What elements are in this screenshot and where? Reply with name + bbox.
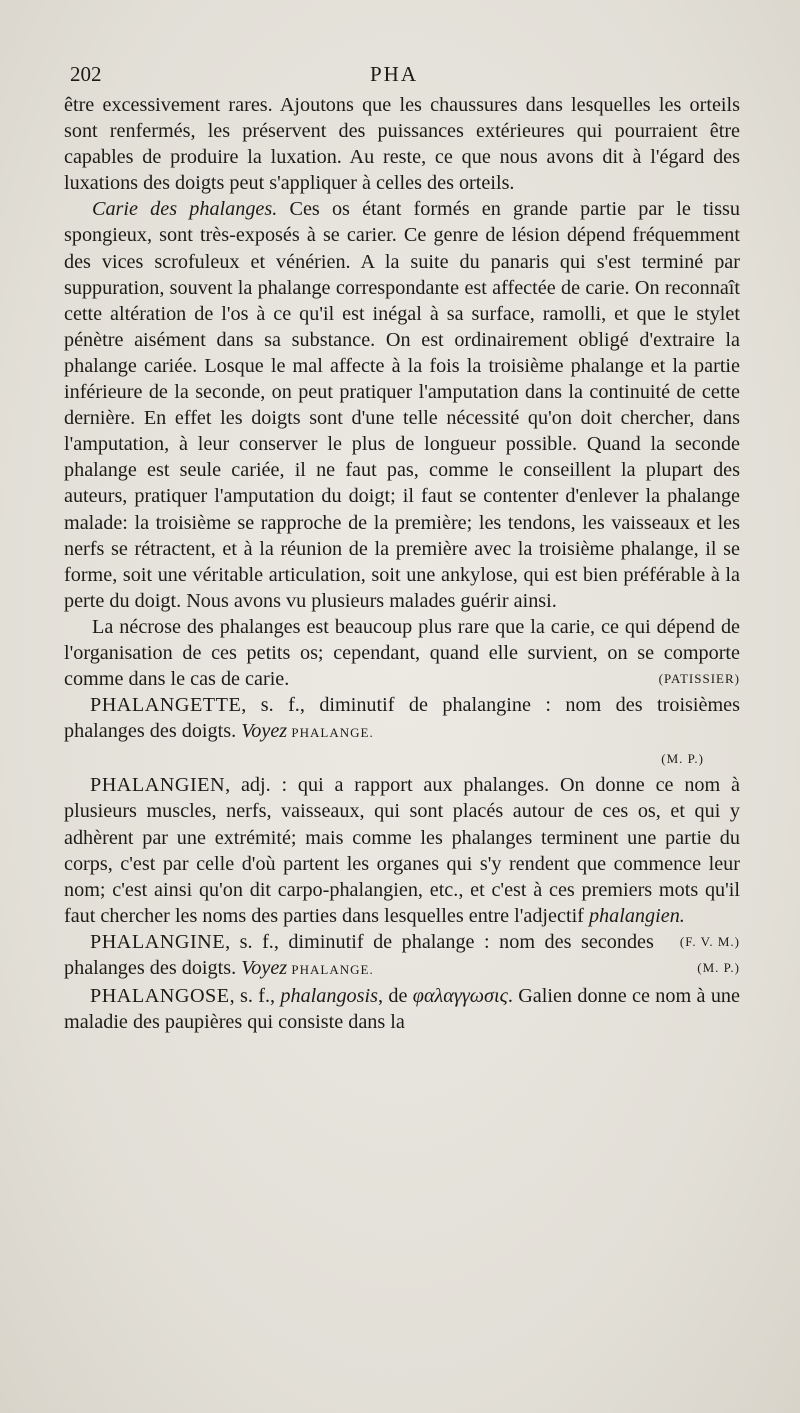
page-body <box>64 92 740 1035</box>
running-head: PHA <box>370 62 419 86</box>
headword: PHALANGINE <box>90 930 226 953</box>
author-signature: (F. V. M.) <box>679 933 740 949</box>
paragraph-luxation <box>64 92 740 196</box>
headword: PHALANGOSE <box>90 985 230 1008</box>
entry-text: . Galien donne ce nom à une maladie des paupières qui consiste dans la <box>64 985 740 1034</box>
voyez-label: Voyez <box>241 720 288 743</box>
page-number: 202 <box>70 62 102 86</box>
paragraph-text: Ces os étant formés en grande partie par le tissu spongieux, sont très-exposés à se carier. Ce genre de lésion dépend fréquemment des vices scrofuleux et vénérien. A la suite du panaris qui s'est terminé par suppuration, souvent la phalange correspondante est affectée de carie. On reconnaît cette altération de l'os à ce qu'il est inégal à sa surface, ramolli, et que le stylet pénètre aisément dans sa substance. On est ordinairement obligé d'extraire la phalange cariée. Losque le mal affecte à la fois la troisième phalange et la partie inférieure de la seconde, on peut pratiquer l'amputation dans la continuité de cette dernière. En effet les doigts sont d'une telle nécessité qu'on doit chercher, dans l'amputation, à leur conserver le plus de longueur possible. Quand la seconde phalange est seule cariée, il ne faut pas, comme le conseillent la plupart des auteurs, pratiquer l'amputation du doigt; il faut se contenter d'enlever la phalange malade: la troisième se rapproche de la première; les tendons, les vaisseaux et les nerfs se rétractent, et à la réunion de la première avec la troisième phalange, il se forme, soit une véritable articulation, soit une ankylose, qui est bien préférable à la perte du doigt. Nous avons vu plusieurs malades guérir ainsi. <box>64 198 740 612</box>
italic-term: phalangien. <box>588 904 685 927</box>
entry-phalangette <box>64 692 740 746</box>
entry-text: , s. f., <box>229 985 281 1008</box>
entry-phalangose <box>64 983 740 1035</box>
page-header <box>70 62 740 92</box>
greek-term: φαλαγγωσις <box>412 985 508 1008</box>
headword: PHALANGETTE <box>90 694 242 717</box>
entry-text: , s. f., diminutif de phalange : nom des secondes phalanges des doigts. <box>64 930 654 979</box>
paragraph-necrose <box>64 614 740 692</box>
entry-text: , de <box>377 985 413 1008</box>
section-title-carie: Carie des phalanges. <box>92 198 278 221</box>
entry-phalangine <box>64 929 740 983</box>
italic-term: phalangosis <box>280 985 378 1008</box>
author-signature: (M. P.) <box>697 960 740 975</box>
paragraph-text: La nécrose des phalanges est beaucoup plus rare que la carie, ce qui dépend de l'organisation de ces petits os; cependant, quand elle survient, on se comporte comme dans le cas de carie. <box>64 615 740 691</box>
headword: PHALANGIEN <box>90 774 226 797</box>
entry-text: , adj. : qui a rapport aux phalanges. On donne ce nom à plusieurs muscles, nerfs, vaisseaux, qui sont placés autour de ces os, et qui y adhèrent par une extrémité; mais comme les phalanges terminent une partie du corps, c'est par celle d'où partent les organes qui s'y rendent que commence leur nom; c'est ainsi qu'on dit carpo-phalangien, etc., et c'est à ces premiers mots qu'il faut chercher les noms des parties dans lesquelles entre l'adjectif <box>64 774 740 927</box>
cross-reference: PHALANGE. <box>287 725 374 741</box>
author-signature: (M. P.) <box>661 751 704 767</box>
cross-reference: PHALANGE. <box>287 962 374 977</box>
voyez-label: Voyez <box>241 957 288 979</box>
entry-text: , s. f., diminutif de phalangine : nom des troisièmes phalanges des doigts. <box>64 694 740 743</box>
paragraph-carie <box>64 196 740 614</box>
author-signature: (PATISSIER) <box>658 671 740 687</box>
paragraph-text: être excessivement rares. Ajoutons que les chaussures dans lesquelles les orteils sont renfermés, les préservent des puissances extérieures qui pourraient être capables de produire la luxation. Au reste, ce que nous avons dit à l'égard des luxations des doigts peut s'appliquer à celles des orteils. <box>64 94 740 195</box>
